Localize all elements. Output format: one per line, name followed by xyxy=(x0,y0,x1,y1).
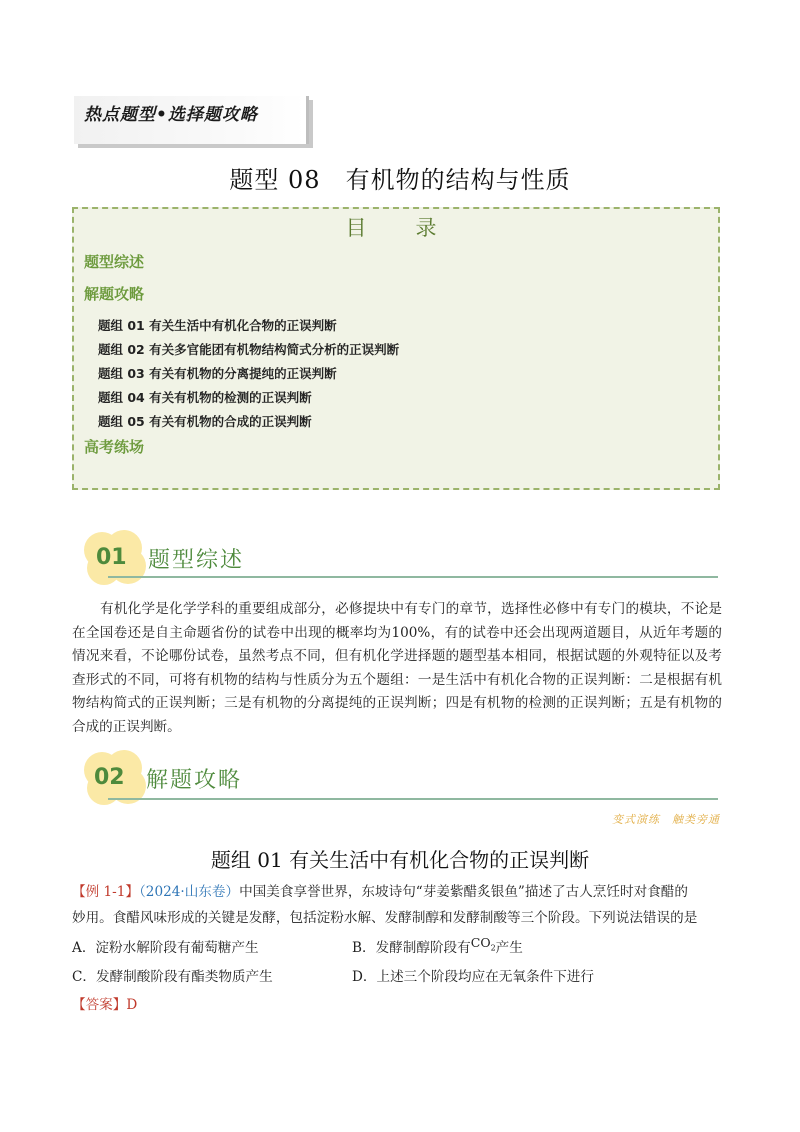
example-stem-1: 中国美食享誉世界，东坡诗句“芽姜紫醋炙银鱼”描述了古人烹饪时对食醋的 xyxy=(239,884,688,900)
option-d[interactable]: D．上述三个阶段均应在无氧条件下进行 xyxy=(352,969,594,985)
option-b-text: B．发酵制醇阶段有 xyxy=(352,940,471,956)
toc-link-overview[interactable]: 题型综述 xyxy=(84,253,145,271)
co2-chem: CO xyxy=(470,935,491,950)
section-divider-02 xyxy=(108,798,718,800)
section-title-strategy: 解题攻略 xyxy=(146,768,243,793)
toc-link-practice[interactable]: 高考练场 xyxy=(84,438,145,456)
example-line-2: 妙用。食醋风味形成的关键是发酵，包括淀粉水解、发酵制醇和发酵制酸等三个阶段。下列说法错误的是 xyxy=(72,910,698,926)
section-number-01: 01 xyxy=(96,545,127,570)
toc-item-group03[interactable]: 题组 03 有关有机物的分离提纯的正误判断 xyxy=(98,366,337,381)
group-title: 题组 01 有关生活中有机化合物的正误判断 xyxy=(210,848,590,872)
section-title-overview: 题型综述 xyxy=(148,548,245,573)
example-label: 【例 1-1】 xyxy=(72,884,139,900)
toc-item-group02[interactable]: 题组 02 有关多官能团有机物结构简式分析的正误判断 xyxy=(98,342,400,357)
section-number-02: 02 xyxy=(94,765,125,790)
section-divider-01 xyxy=(108,576,718,578)
tagline: 变式演练 触类旁通 xyxy=(612,813,720,826)
co2-formula xyxy=(470,935,496,953)
answer-line xyxy=(72,993,137,1013)
toc-heading: 目 录 xyxy=(345,216,451,240)
banner-label: 热点题型•选择题攻略 xyxy=(84,105,258,125)
answer-label: 【答案】 xyxy=(72,997,127,1013)
page-title: 题型 08 有机物的结构与性质 xyxy=(229,166,571,194)
toc-item-group05[interactable]: 题组 05 有关有机物的合成的正误判断 xyxy=(98,414,312,429)
toc-item-group01[interactable]: 题组 01 有关生活中有机化合物的正误判断 xyxy=(98,318,337,333)
option-b[interactable] xyxy=(352,936,523,958)
option-c[interactable]: C．发酵制酸阶段有酯类物质产生 xyxy=(72,969,273,985)
answer-value: D xyxy=(126,997,138,1013)
overview-paragraph xyxy=(72,598,722,739)
option-b-suffix: 产生 xyxy=(495,940,523,956)
toc-link-strategy[interactable]: 解题攻略 xyxy=(84,285,145,303)
co2-subscript: 2 xyxy=(490,943,496,953)
example-source: （2024·山东卷） xyxy=(139,884,240,900)
toc-item-group04[interactable]: 题组 04 有关有机物的检测的正误判断 xyxy=(98,390,312,405)
option-a[interactable]: A．淀粉水解阶段有葡萄糖产生 xyxy=(72,940,259,956)
example-line-1 xyxy=(72,880,688,900)
overview-text: 有机化学是化学学科的重要组成部分，必修提块中有专门的章节，选择性必修中有专门的模块，不论是在全国卷还是自主命题省份的试卷中出现的概率均为100%，有的试卷中还会出现两道题目，从近年考题的情况来看，不论哪份试卷，虽然考点不同，但有机化学进择题的题型基本相同，根据试题的外观特征以及考查形式的不同，可将有机物的结构与性质分为五个题组：一是生活中有机化合物的正误判断：二是根据有机物结构简式的正误判断；三是有机物的分离提纯的正误判断；四是有机物的检测的正误判断；五是有机物的合成的正误判断。 xyxy=(72,601,722,735)
